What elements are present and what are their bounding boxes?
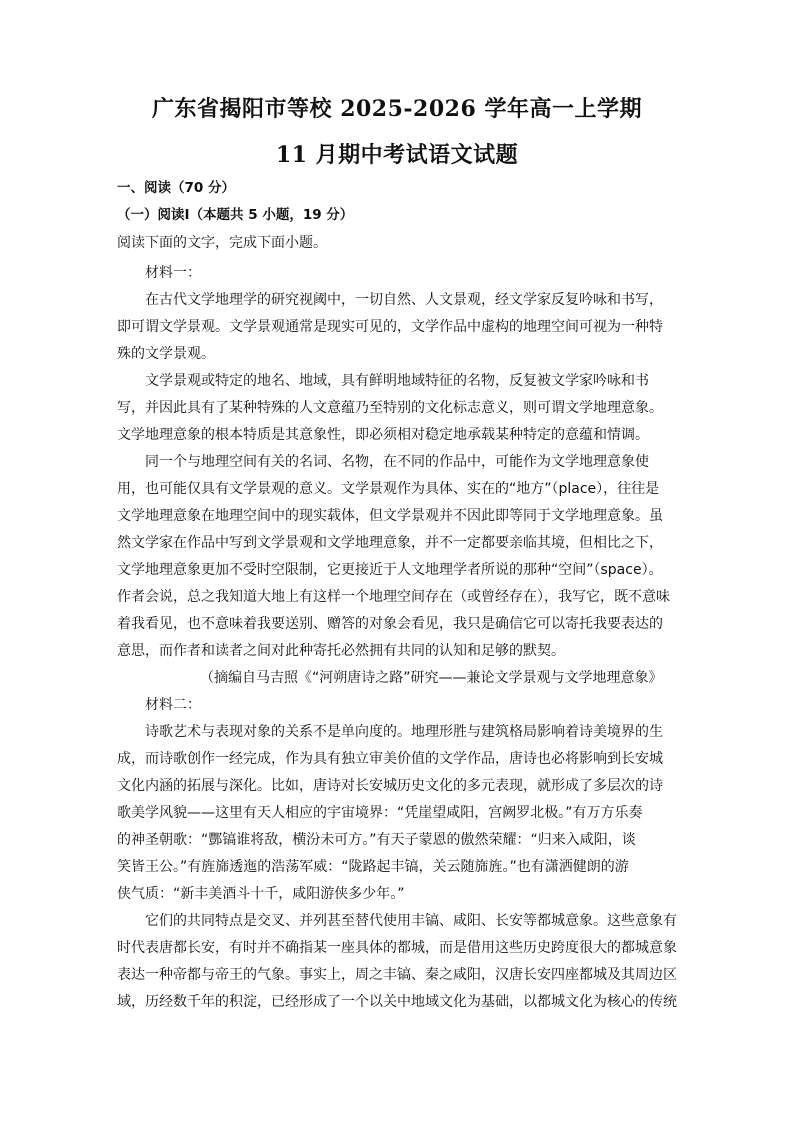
section-heading-reading: 一、阅读（70 分） xyxy=(117,180,235,196)
material2-line: 它们的共同特点是交叉、并列甚至替代使用丰镐、咸阳、长安等都城意象。这些意象有 xyxy=(145,913,677,929)
material1-line: 殊的文学景观。 xyxy=(117,346,215,362)
material2-line: 表达一种帝都与帝王的气象。事实上，周之丰镐、秦之咸阳，汉唐长安四座都城及其周边区 xyxy=(117,967,677,983)
document-title-line2: 11 月期中考试语文试题 xyxy=(275,142,519,168)
material2-line: 成，而诗歌创作一经完成，作为具有独立审美价值的文学作品，唐诗也必将影响到长安城 xyxy=(117,751,663,767)
material2-line: 诗歌艺术与表现对象的关系不是单向度的。地理形胜与建筑格局影响着诗美境界的生 xyxy=(145,724,663,740)
material1-line: 文学地理意象更加不受时空限制，它更接近于人文地理学者所说的那种“空间”（space）。 xyxy=(117,562,663,578)
material2-line: 笑皆王公。”有旌旆透迤的浩荡军威：“陇路起丰镐，关云随旆旌。”也有潇洒健朗的游 xyxy=(117,859,629,875)
material1-line: 写，并因此具有了某种特殊的人文意蕴乃至特别的文化标志意义，则可谓文学地理意象。 xyxy=(117,400,663,416)
material1-line: 在古代文学地理学的研究视阈中，一切自然、人文景观，经文学家反复吟咏和书写， xyxy=(145,292,663,308)
material1-line: 即可谓文学景观。文学景观通常是现实可见的，文学作品中虚构的地理空间可视为一种特 xyxy=(117,319,663,335)
material2-line: 歌美学风貌——这里有天人相应的宇宙境界：“凭崖望咸阳，宫阙罗北极。”有万方乐奏 xyxy=(117,805,643,821)
material1-line: 作者会说，总之我知道大地上有这样一个地理空间存在（或曾经存在），我写它，既不意味 xyxy=(117,589,670,605)
material2-line: 侠气质：“新丰美酒斗十千，咸阳游侠多少年。” xyxy=(117,886,405,902)
subsection-heading-reading-1: （一）阅读Ⅰ（本题共 5 小题，19 分） xyxy=(117,207,354,223)
material2-line: 文化内涵的拓展与深化。比如，唐诗对长安城历史文化的多元表现，就形成了多层次的诗 xyxy=(117,778,663,794)
material2-label: 材料二： xyxy=(145,697,201,713)
material1-line: 意思，而作者和读者之间对此种寄托必然拥有共同的认知和足够的默契。 xyxy=(117,643,565,659)
material2-line: 域，历经数千年的积淀，已经形成了一个以关中地域文化为基础，以都城文化为核心的传统 xyxy=(117,994,677,1010)
material1-line: 同一个与地理空间有关的名词、名物，在不同的作品中，可能作为文学地理意象使 xyxy=(145,454,649,470)
material1-line: 用，也可能仅具有文学景观的意义。文学景观作为具体、实在的“地方”（place），往往是 xyxy=(117,481,660,497)
material1-line: 文学地理意象在地理空间中的现实载体，但文学景观并不因此即等同于文学地理意象。虽 xyxy=(117,508,663,524)
material1-line: 然文学家在作品中写到文学景观和文学地理意象，并不一定都要亲临其境，但相比之下， xyxy=(117,535,663,551)
document-title-line1: 广东省揭阳市等校 2025-2026 学年高一上学期 xyxy=(152,96,642,122)
instruction-text: 阅读下面的文字，完成下面小题。 xyxy=(117,235,327,251)
material1-source: （摘编自马吉照《“河朔唐诗之路”研究——兼论文学景观与文学地理意象》 xyxy=(200,670,663,686)
material1-line: 文学景观或特定的地名、地域，具有鲜明地域特征的名物，反复被文学家吟咏和书 xyxy=(145,373,649,389)
material2-line: 的神圣朝歌：“酆镐谁将敌，横汾未可方。”有天子蒙恩的傲然荣耀：“归来入咸阳，谈 xyxy=(117,832,636,848)
material1-line: 文学地理意象的根本特质是其意象性，即必须相对稳定地承载某种特定的意蕴和情调。 xyxy=(117,427,649,443)
material2-line: 时代表唐都长安，有时并不确指某一座具体的都城，而是借用这些历史跨度很大的都城意象 xyxy=(117,940,677,956)
material1-label: 材料一： xyxy=(145,265,201,281)
material1-line: 着我看见，也不意味着我要送别、赠答的对象会看见，我只是确信它可以寄托我要表达的 xyxy=(117,616,663,632)
